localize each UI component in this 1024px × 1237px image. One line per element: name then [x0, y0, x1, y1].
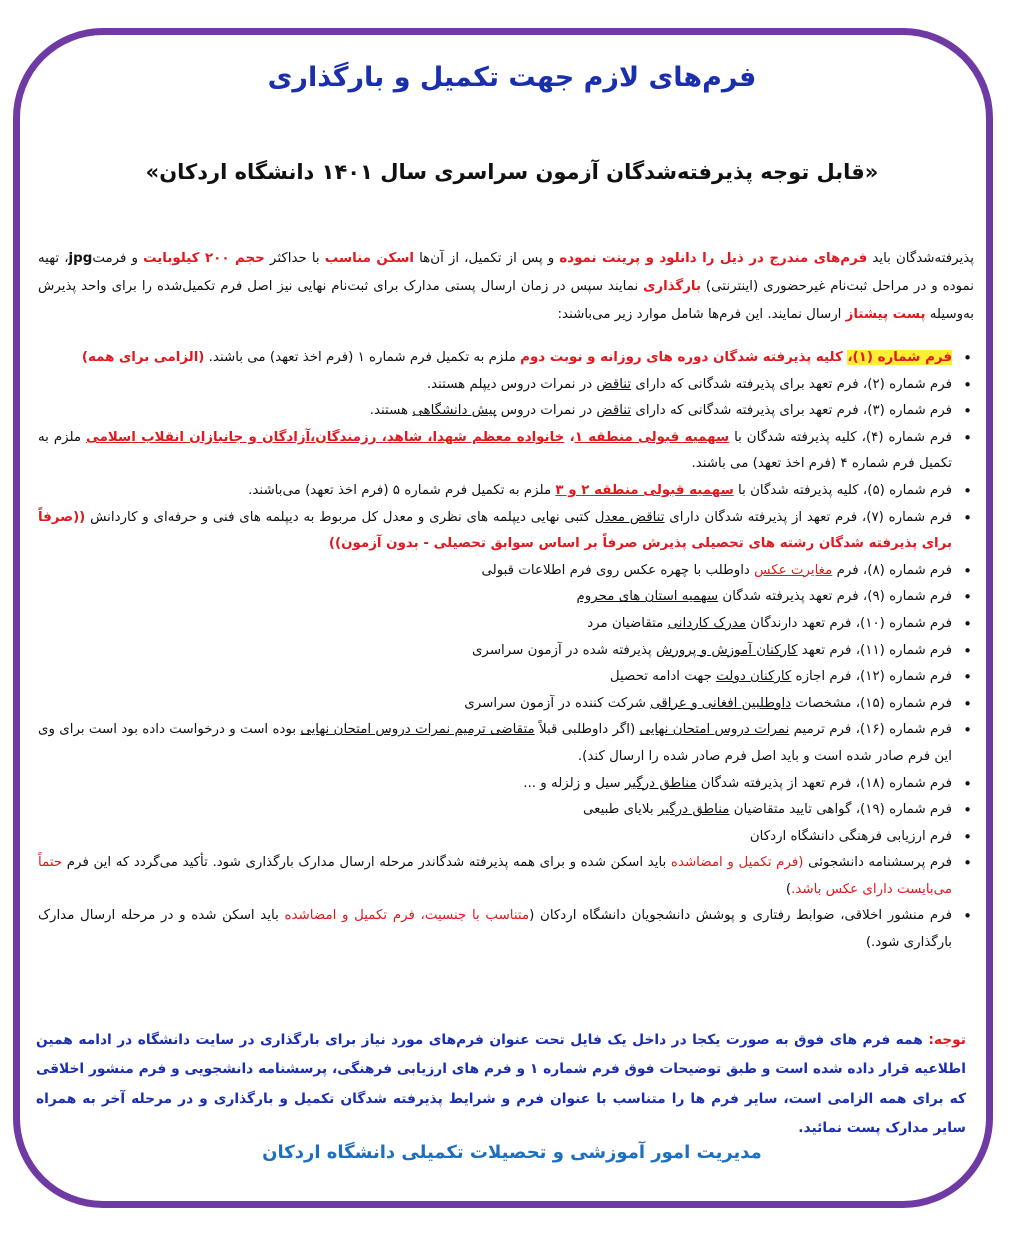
list-item-form-19: • فرم شماره (۱۹)، گواهی تایید متقاضیان مناطق درگیر بلایای طبیعی: [38, 797, 952, 824]
list-item-form-9: • فرم شماره (۹)، فرم تعهد پذیرفته شدگان سهمیه استان های محروم: [38, 584, 952, 611]
list-item-student-questionnaire: • فرم پرسشنامه دانشجوئی (فرم تکمیل و امضاشده باید اسکن شده و برای همه پذیرفته شدگاندر مرحله ارسال مدارک بارگذاری شود. تأکید می‌گردد که این فرم حتماً می‌بایست دارای عکس باشد.): [38, 850, 952, 903]
list-item-form-18: • فرم شماره (۱۸)، فرم تعهد از پذیرفته شدگان مناطق درگیر سیل و زلزله و ...: [38, 771, 952, 798]
page-subtitle: «قابل توجه پذیرفته‌شدگان آزمون سراسری سال ۱۴۰۱ دانشگاه اردکان»: [145, 160, 879, 184]
list-item-form-11: • فرم شماره (۱۱)، فرم تعهد کارکنان آموزش و پرورش پذیرفته شده در آزمون سراسری: [38, 638, 952, 665]
list-item-ethics-charter: • فرم منشور اخلاقی، ضوابط رفتاری و پوشش دانشجویان دانشگاه اردکان (متناسب با جنسیت، فرم تکمیل و امضاشده باید اسکن شده و در مرحله ارسال مدارک بارگذاری شود.): [38, 903, 952, 956]
list-item-form-5: • فرم شماره (۵)، کلیه پذیرفته شدگان با سهمیه قبولی منطقه ۲ و ۳ ملزم به تکمیل فرم شماره ۵ (فرم اخذ تعهد) می‌باشند.: [38, 478, 952, 505]
list-item-form-1: • فرم شماره (۱)، کلیه پذیرفته شدگان دوره های روزانه و نوبت دوم ملزم به تکمیل فرم شماره ۱ (فرم اخذ تعهد) می باشند. (الزامی برای همه): [38, 345, 952, 372]
list-item-form-4: • فرم شماره (۴)، کلیه پذیرفته شدگان با سهمیه قبولی منطقه ۱، خانواده معظم شهدا، شاهد، رزمندگان،آزادگان و جانبازان انقلاب اسلامی ملزم به تکمیل فرم شماره ۴ (فرم اخذ تعهد) می باشند.: [38, 425, 952, 478]
list-item-form-10: • فرم شماره (۱۰)، فرم تعهد دارندگان مدرک کاردانی متقاضیان مرد: [38, 611, 952, 638]
list-item-form-7: • فرم شماره (۷)، فرم تعهد از پذیرفته شدگان دارای تناقض معدل کتبی نهایی دیپلمه های نظری و معدل کل مربوط به دیپلمه های فنی و حرفه‌ای و کاردانش ((صرفاً برای پذیرفته شدگان رشته های تحصیلی پذیرش صرفاً بر اساس سوابق تحصیلی - بدون آزمون)): [38, 505, 952, 558]
footer-signature: مدیریت امور آموزشی و تحصیلات تکمیلی دانشگاه اردکان: [262, 1142, 762, 1163]
list-item-form-15: • فرم شماره (۱۵)، مشخصات داوطلبین افغانی و عراقی شرکت کننده در آزمون سراسری: [38, 691, 952, 718]
notice-text: همه فرم های فوق به صورت یکجا در داخل یک فایل تحت عنوان فرم‌های مورد نیاز برای بارگذاری در سایت دانشگاه در ادامه همین اطلاعیه قرار داده شده است و طبق توضیحات فوق فرم شماره ۱ و فرم های ارزیابی فرهنگی، پرسشنامه دانشجویی و فرم منشور اخلاقی که برای همه الزامی است، سایر فرم ها را متناسب با عنوان فرم و شرایط پذیرفته شدگان تکمیل و بارگذاری و در مرحله آخر به همراه سایر مدارک پست نمائید.: [36, 1031, 966, 1137]
notice-label: توجه:: [928, 1031, 966, 1048]
page-title: فرم‌های لازم جهت تکمیل و بارگذاری: [267, 62, 757, 93]
list-item-form-12: • فرم شماره (۱۲)، فرم اجازه کارکنان دولت جهت ادامه تحصیل: [38, 664, 952, 691]
forms-list: [38, 345, 974, 957]
list-item-form-16: • فرم شماره (۱۶)، فرم ترمیم نمرات دروس امتحان نهایی (اگر داوطلبی قبلاً متقاضی ترمیم نمرات دروس امتحان نهایی بوده است و درخواست داده بود است برای وی این فرم صادر شده است و باید اصل فرم صادر شده را ارسال کند).: [38, 717, 952, 770]
notice-paragraph: [36, 1026, 966, 1144]
intro-paragraph: پذیرفته‌شدگان باید فرم‌های مندرج در ذیل را دانلود و پرینت نموده و پس از تکمیل، از آن‌ها اسکن مناسب با حداکثر حجم ۲۰۰ کیلوبایت و فرمتjpg، تهیه نموده و در مراحل ثبت‌نام غیرحضوری (اینترنتی) بارگذاری نمایند سپس در زمان ارسال پستی مدارک برای ثبت‌نام نهایی نیز اصل فرم تکمیل‌شده را برای واحد پذیرش به‌وسیله پست پیشتاز ارسال نمایند. این فرم‌ها شامل موارد زیر می‌باشند:: [38, 251, 975, 323]
list-item-form-2: • فرم شماره (۲)، فرم تعهد برای پذیرفته شدگانی که دارای تناقض در نمرات دروس دیپلم هستند.: [38, 372, 952, 399]
list-item-form-3: • فرم شماره (۳)، فرم تعهد برای پذیرفته شدگانی که دارای تناقض در نمرات دروس پیش دانشگاهی هستند.: [38, 398, 952, 425]
list-item-cultural-evaluation: • فرم ارزیابی فرهنگی دانشگاه اردکان: [38, 824, 952, 851]
list-item-form-8: • فرم شماره (۸)، فرم مغایرت عکس داوطلب با چهره عکس روی فرم اطلاعات قبولی: [38, 558, 952, 585]
